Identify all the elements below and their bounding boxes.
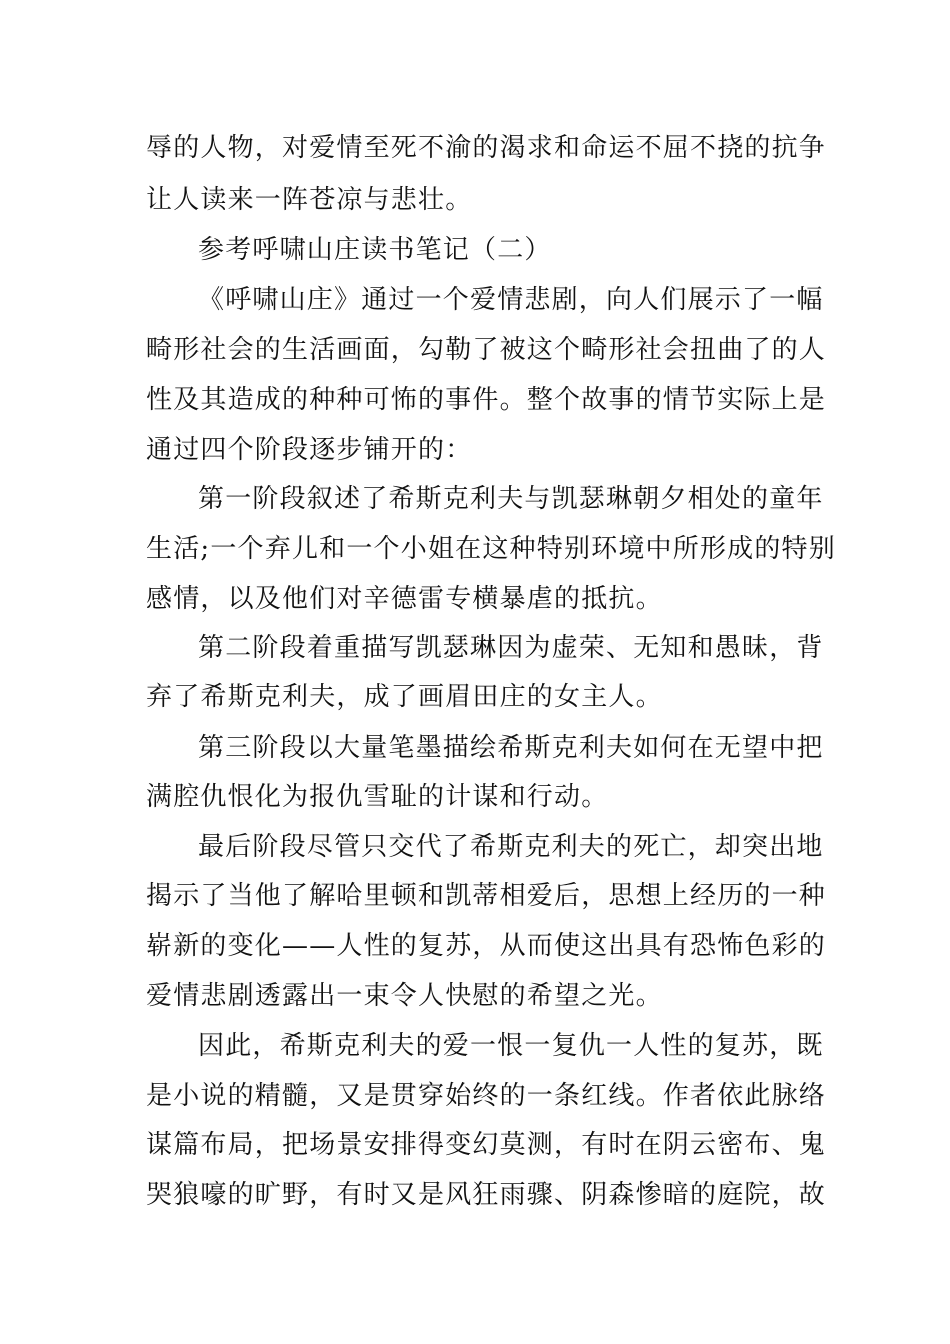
text-line: 让人读来一阵苍凉与悲壮。 xyxy=(146,185,473,215)
text-line: 最后阶段尽管只交代了希斯克利夫的死亡，却突出地 xyxy=(198,832,824,862)
text-line: 谋篇布局，把场景安排得变幻莫测，有时在阴云密布、鬼 xyxy=(146,1130,827,1160)
text-line: 揭示了当他了解哈里顿和凯蒂相爱后，思想上经历的一种 xyxy=(146,881,827,911)
text-line: 崭新的变化——人性的复苏，从而使这出具有恐怖色彩的 xyxy=(146,931,827,961)
text-line: 因此，希斯克利夫的爱一恨一复仇一人性的复苏，既 xyxy=(198,1031,824,1061)
text-line: 第一阶段叙述了希斯克利夫与凯瑟琳朝夕相处的童年 xyxy=(198,484,824,514)
text-line: 爱情悲剧透露出一束令人快慰的希望之光。 xyxy=(146,981,663,1011)
text-line: 第三阶段以大量笔墨描绘希斯克利夫如何在无望中把 xyxy=(198,733,824,763)
text-line: 畸形社会的生活画面，勾勒了被这个畸形社会扭曲了的人 xyxy=(146,335,827,365)
text-line: 性及其造成的种种可怖的事件。整个故事的情节实际上是 xyxy=(146,385,827,415)
text-line: 辱的人物，对爱情至死不渝的渴求和命运不屈不挠的抗争 xyxy=(146,133,827,163)
text-line: 弃了希斯克利夫，成了画眉田庄的女主人。 xyxy=(146,682,663,712)
section-heading: 参考呼啸山庄读书笔记（二） xyxy=(198,235,552,265)
text-line: 生活;一个弃儿和一个小姐在这种特别环境中所形成的特别 xyxy=(146,534,836,564)
text-line: 哭狼嚎的旷野，有时又是风狂雨骤、阴森惨暗的庭院，故 xyxy=(146,1180,827,1210)
text-line: 通过四个阶段逐步铺开的： xyxy=(146,435,473,465)
text-line: 感情，以及他们对辛德雷专横暴虐的抵抗。 xyxy=(146,584,663,614)
text-line: 第二阶段着重描写凯瑟琳因为虚荣、无知和愚昧，背 xyxy=(198,633,824,663)
text-line: 是小说的精髓，又是贯穿始终的一条红线。作者依此脉络 xyxy=(146,1081,827,1111)
text-line: 满腔仇恨化为报仇雪耻的计谋和行动。 xyxy=(146,782,609,812)
text-line: 《呼啸山庄》通过一个爱情悲剧，向人们展示了一幅 xyxy=(198,285,824,315)
